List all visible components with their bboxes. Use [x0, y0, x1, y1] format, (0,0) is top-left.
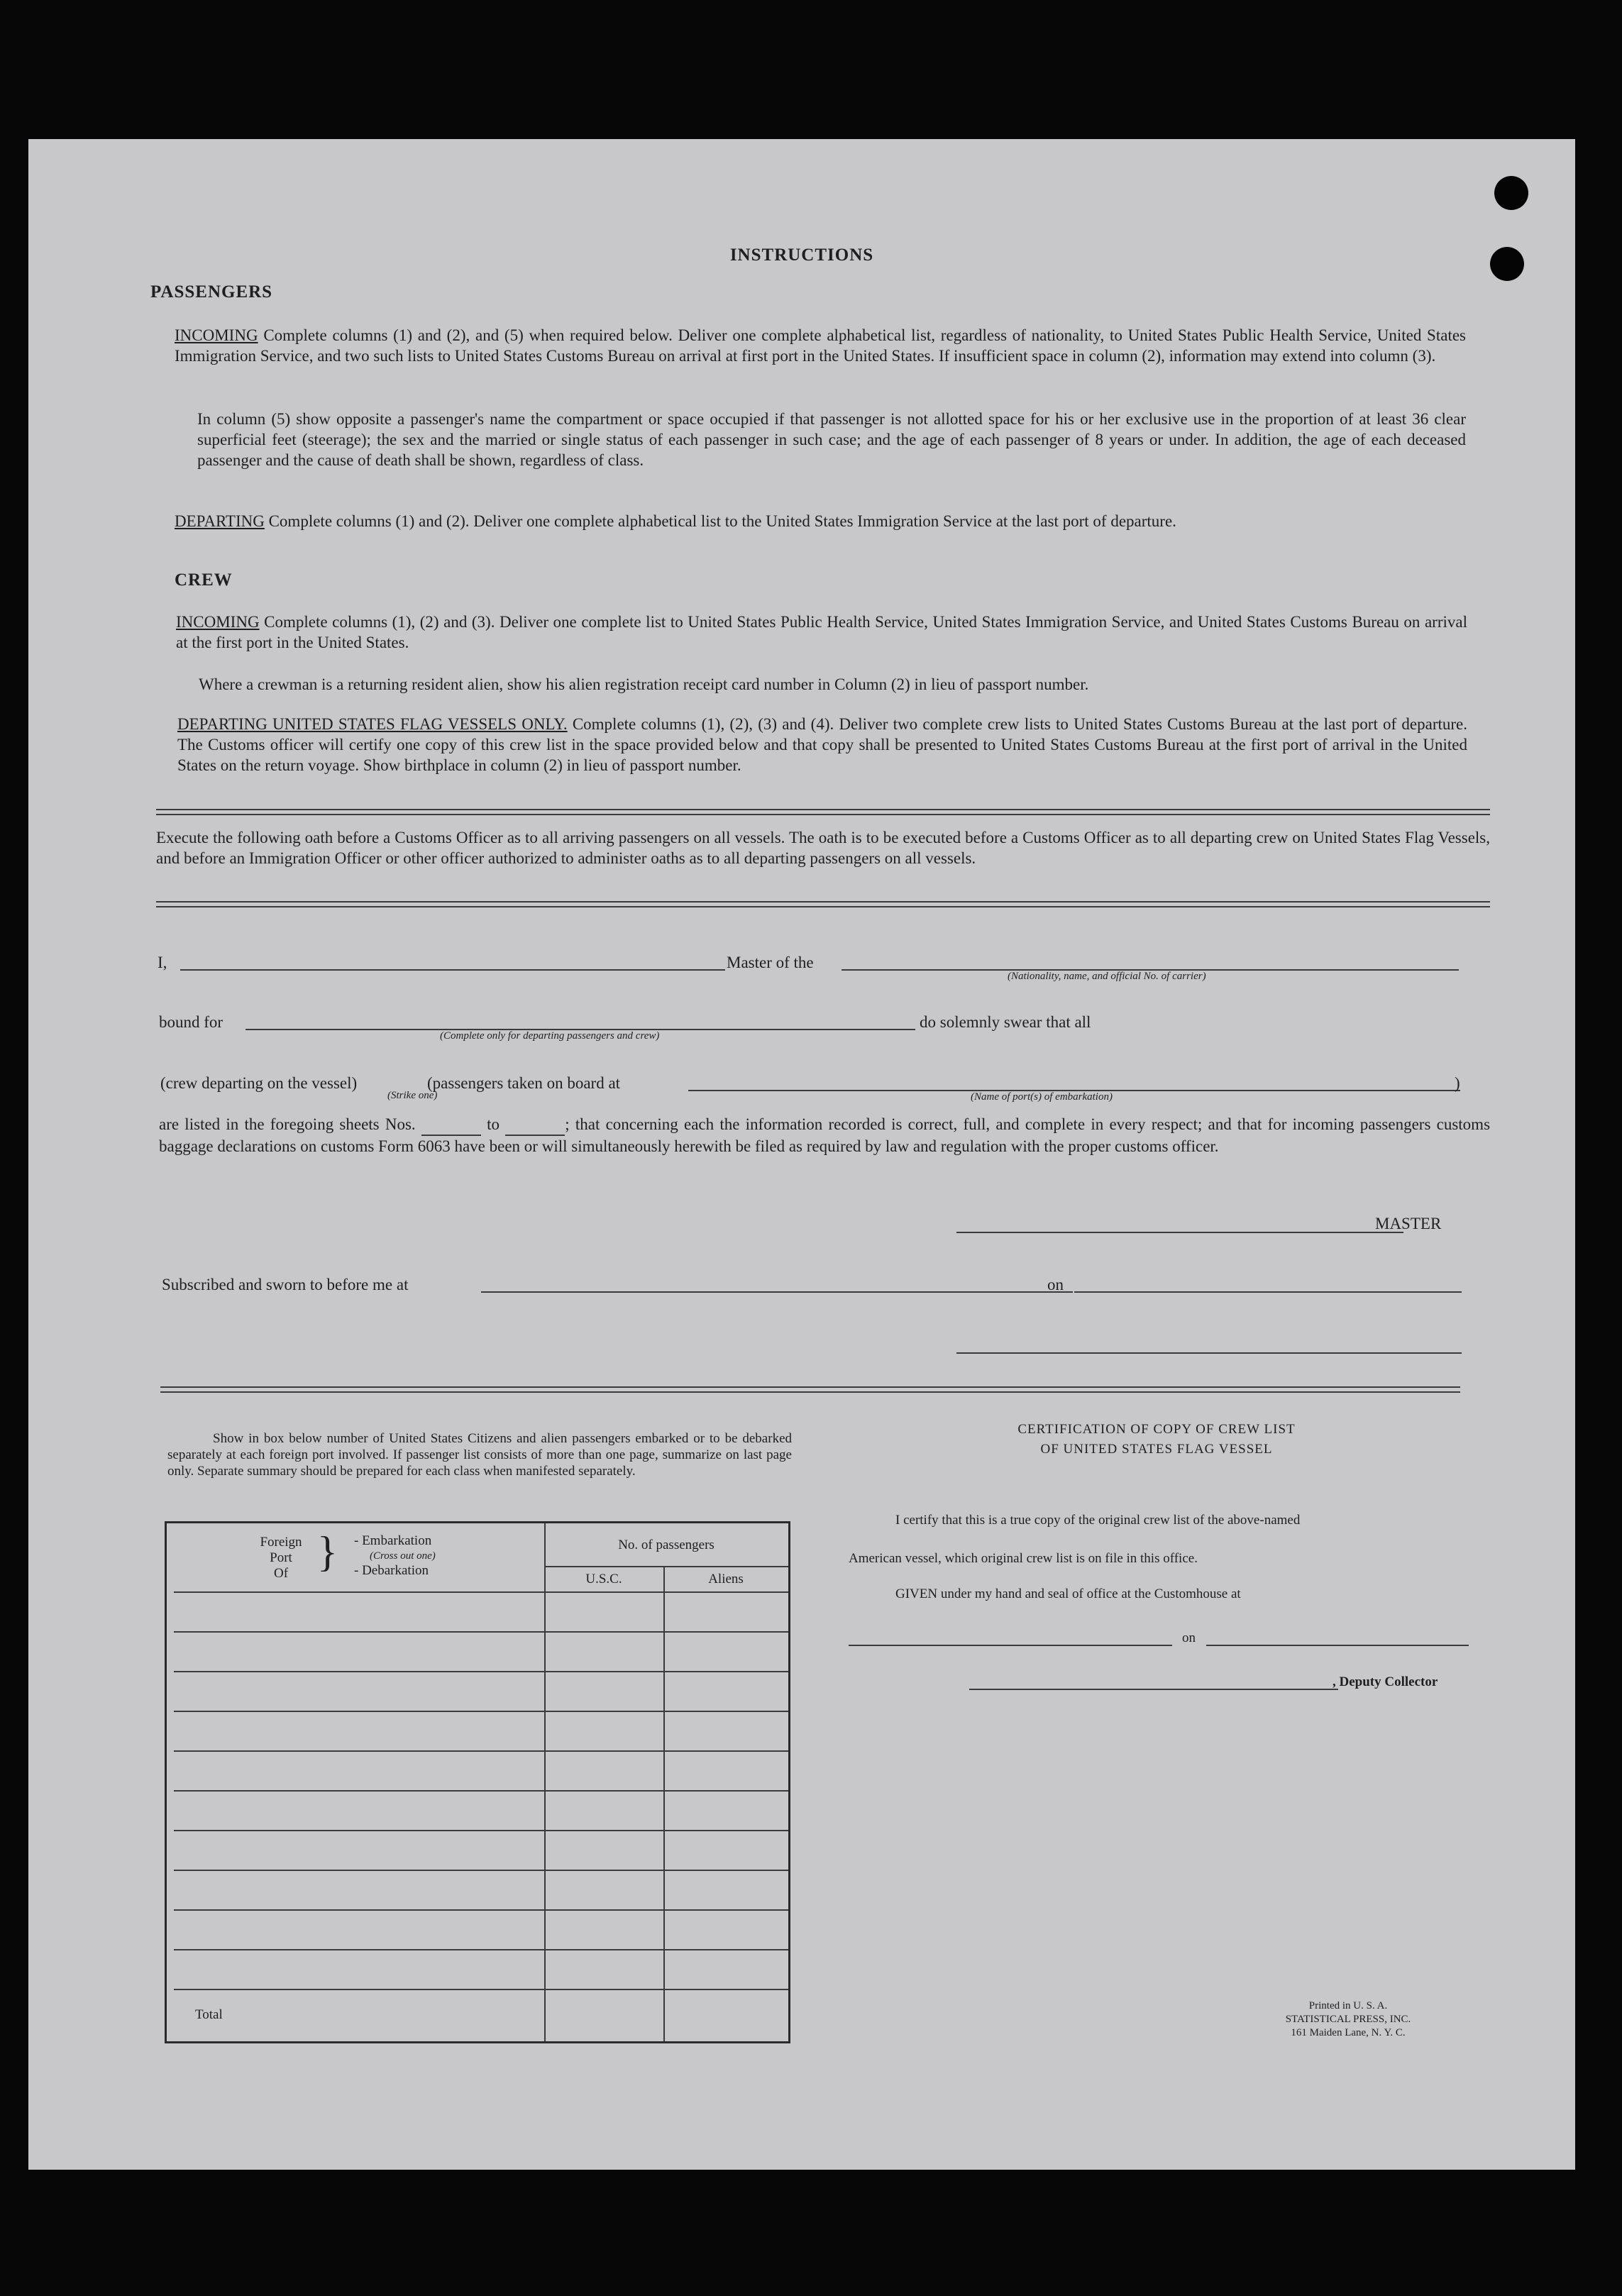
- printer-name: STATISTICAL PRESS, INC.: [1285, 2014, 1411, 2025]
- oath-i-label: I,: [158, 954, 167, 971]
- passenger-summary-box: [165, 1521, 790, 2043]
- nationality-note: (Nationality, name, and official No. of carrier): [1008, 971, 1206, 982]
- certification-on-label: on: [1182, 1630, 1196, 1645]
- given-under-hand: GIVEN under my hand and seal of office at the Customhouse at: [895, 1586, 1241, 1601]
- printer-imprint: [1235, 1999, 1462, 2040]
- printed-in-usa: Printed in U. S. A.: [1308, 2000, 1388, 2011]
- bound-for-label: bound for: [159, 1013, 224, 1031]
- table-row: [174, 1989, 788, 1990]
- divider-oath: [156, 901, 1490, 907]
- listed-in-label: are listed in the foregoing sheets Nos.: [159, 1115, 416, 1133]
- crew-departing-option: (crew departing on the vessel): [160, 1074, 358, 1092]
- of-word: Of: [273, 1566, 289, 1581]
- cross-out-one-note: (Cross out one): [370, 1550, 436, 1562]
- passengers-heading: PASSENGERS: [150, 282, 273, 302]
- embarkation-label: - Embarkation: [354, 1533, 432, 1548]
- passengers-taken-option: (passengers taken on board at: [427, 1074, 621, 1092]
- port-word: Port: [270, 1550, 292, 1565]
- deputy-collector-label: , Deputy Collector: [1333, 1674, 1438, 1689]
- table-row: [174, 1790, 788, 1792]
- summary-instructions: Show in box below number of United States Citizens and alien passengers embarked or to be debarked separately at each foreign port involved. If passenger list consists of more than one page, summarize on last page only. Separate summary should be prepared for each class when manifested separately.: [167, 1431, 792, 1479]
- certification-title-line1: CERTIFICATION OF COPY OF CREW LIST: [1017, 1422, 1296, 1437]
- customhouse-line[interactable]: [849, 1645, 1172, 1646]
- usc-header: U.S.C.: [585, 1572, 622, 1586]
- subscribed-on-label: on: [1047, 1276, 1064, 1293]
- punch-hole-top: [1494, 176, 1528, 210]
- form-page: [28, 139, 1575, 2170]
- passengers-column5-paragraph: In column (5) show opposite a passenger's name the compartment or space occupied if that passenger is not allotted space for his or her exclusive use in the proportion of at least 36 clear superficial feet (steerage); the sex and the married or single status of each passenger in such case; and the age of each passenger of 8 years or under. In addition, the age of each deceased passenger and the cause of death shall be shown, regardless of class.: [197, 410, 1466, 469]
- crew-departing-paragraph: [177, 714, 1467, 776]
- close-paren: ): [1455, 1074, 1460, 1092]
- name-of-ports-note: (Name of port(s) of embarkation): [971, 1091, 1113, 1103]
- total-label: Total: [195, 2007, 223, 2022]
- officer-signature-line[interactable]: [956, 1352, 1462, 1354]
- certification-date-line[interactable]: [1206, 1645, 1469, 1646]
- column-divider-2: [663, 1566, 665, 2041]
- crew-incoming-label: INCOMING: [176, 613, 260, 631]
- sheet-to-line[interactable]: [505, 1114, 565, 1136]
- subscribed-place-line[interactable]: [481, 1291, 1073, 1293]
- debarkation-label: - Debarkation: [354, 1563, 429, 1578]
- crew-incoming-text: Complete columns (1), (2) and (3). Deliver one complete list to United States Public Health Service, United States Immigration Service, and United States Customs Bureau on arrival at the first port in the United States.: [176, 613, 1467, 651]
- complete-only-note: (Complete only for departing passengers and crew): [440, 1030, 660, 1042]
- master-name-line[interactable]: [180, 969, 725, 971]
- passengers-incoming-text: Complete columns (1) and (2), and (5) when required below. Deliver one complete alphabetical list, regardless of nationality, to United States Public Health Service, United States Immigration Service, and two such lists to United States Customs Bureau on arrival at first port in the United States. If insufficient space in column (2), information may extend into column (3).: [175, 326, 1466, 365]
- to-label: to: [487, 1115, 500, 1133]
- crew-departing-label: DEPARTING UNITED STATES FLAG VESSELS ONLY.: [177, 715, 568, 733]
- oath-intro: Execute the following oath before a Customs Officer as to all arriving passengers on all vessels. The oath is to be executed before a Customs Officer as to all departing crew on United States Flag Vessels, and before an Immigration Officer or other officer authorized to administer oaths as to all departing passengers on all vessels.: [156, 829, 1490, 867]
- passengers-incoming-paragraph: [175, 325, 1466, 366]
- divider-top: [156, 809, 1490, 815]
- printer-address: 161 Maiden Lane, N. Y. C.: [1291, 2027, 1406, 2038]
- table-row: [174, 1591, 788, 1593]
- strike-one-note: (Strike one): [387, 1090, 438, 1101]
- crew-departing-text: Complete columns (1), (2), (3) and (4). Deliver two complete crew lists to United States Customs Bureau at the last port of departure. The Customs officer will certify one copy of this crew list in the space provided below and that copy shall be presented to United States Customs Bureau at the first port of arrival in the United States on the return voyage. Show birthplace in column (2) in lieu of passport number.: [177, 715, 1468, 774]
- table-row: [174, 1750, 788, 1752]
- subscribed-date-line[interactable]: [1074, 1291, 1462, 1293]
- crew-heading: CREW: [175, 570, 233, 590]
- master-signature-label: MASTER: [1375, 1215, 1442, 1232]
- certify-line2: American vessel, which original crew list is on file in this office.: [849, 1551, 1198, 1566]
- oath-listed-paragraph: [159, 1114, 1490, 1157]
- certify-line1: I certify that this is a true copy of the original crew list of the above-named: [895, 1513, 1301, 1528]
- table-row: [174, 1671, 788, 1672]
- aliens-header: Aliens: [708, 1572, 744, 1586]
- certification-title-line2: OF UNITED STATES FLAG VESSEL: [1040, 1442, 1273, 1457]
- sheet-from-line[interactable]: [421, 1114, 481, 1136]
- passengers-departing-paragraph: [175, 511, 1466, 531]
- passengers-incoming-label: INCOMING: [175, 326, 258, 344]
- deputy-collector-signature-line[interactable]: [969, 1689, 1338, 1690]
- do-solemnly-label: do solemnly swear that all: [920, 1013, 1091, 1031]
- passengers-departing-label: DEPARTING: [175, 512, 265, 530]
- foreign-port-of-label: [249, 1535, 313, 1582]
- table-row: [174, 1830, 788, 1831]
- passengers-departing-text: Complete columns (1) and (2). Deliver one complete alphabetical list to the United States Immigration Service at the last port of departure.: [268, 512, 1176, 530]
- subscribed-label: Subscribed and sworn to before me at: [162, 1276, 409, 1293]
- table-row: [174, 1949, 788, 1950]
- divider-bottom: [160, 1386, 1460, 1393]
- table-row: [174, 1711, 788, 1712]
- header-split-line: [544, 1566, 788, 1567]
- crew-incoming-paragraph: [176, 612, 1467, 653]
- crew-resident-paragraph: Where a crewman is a returning resident alien, show his alien registration receipt card number in Column (2) in lieu of passport number.: [199, 675, 1089, 693]
- no-of-passengers-header: No. of passengers: [618, 1538, 715, 1552]
- brace-glyph: }: [317, 1528, 338, 1575]
- master-signature-line[interactable]: [956, 1232, 1403, 1233]
- foreign-word: Foreign: [260, 1535, 302, 1550]
- table-row: [174, 1631, 788, 1633]
- master-of-the-label: Master of the: [727, 954, 814, 971]
- column-divider-1: [544, 1523, 546, 2041]
- table-row: [174, 1870, 788, 1871]
- oath-rest-text: ; that concerning each the information recorded is correct, full, and complete in every respect; and that for incoming passengers customs baggage declarations on customs Form 6063 have been or will simultaneously herewith be filed as required by law and regulation with the proper customs officer.: [159, 1115, 1491, 1155]
- table-row: [174, 1909, 788, 1911]
- page-title: INSTRUCTIONS: [729, 245, 874, 265]
